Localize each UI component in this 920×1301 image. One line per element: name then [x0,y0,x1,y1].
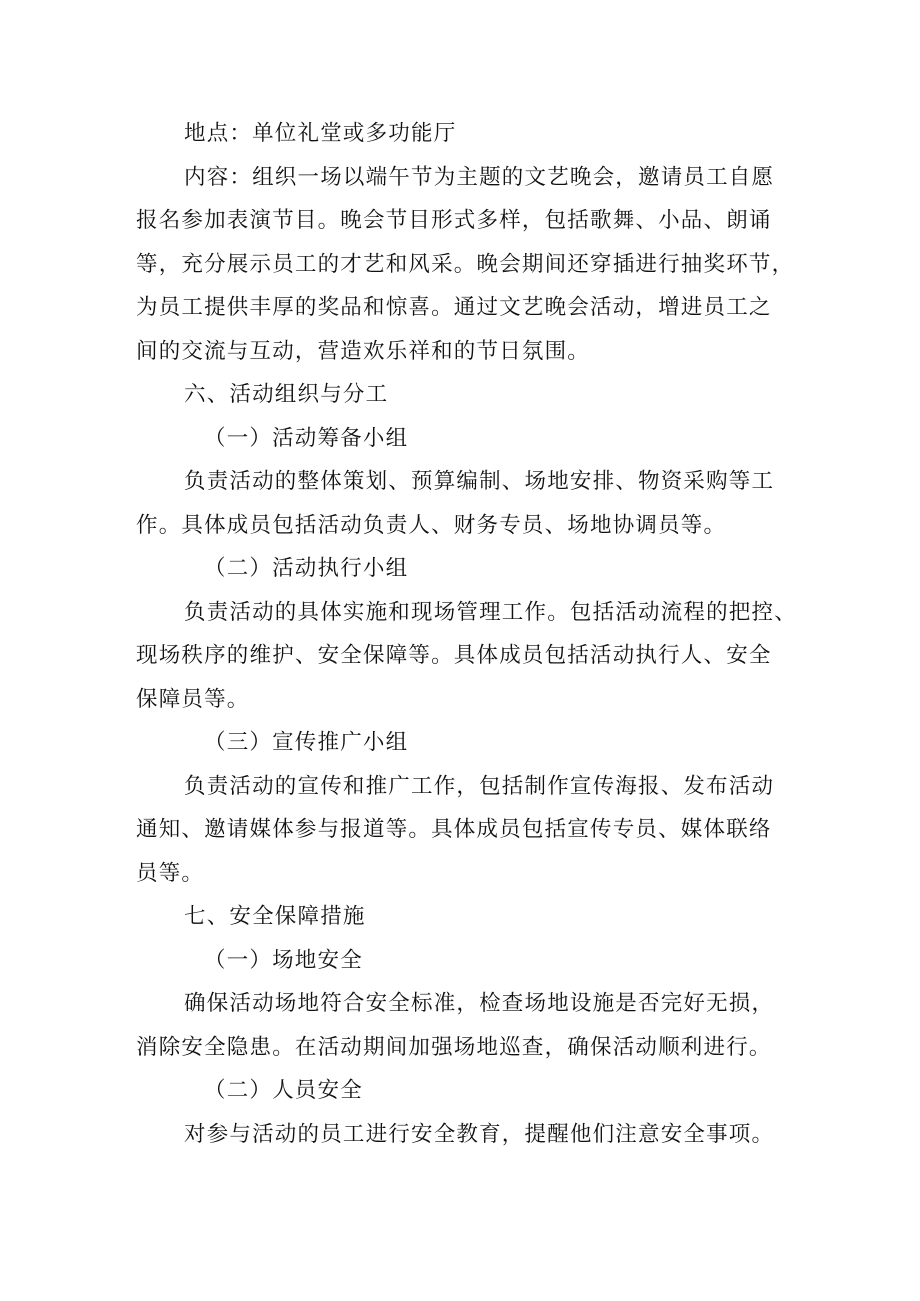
subsection-heading: （一）活动筹备小组 [204,425,409,451]
text-line: 负责活动的整体策划、预算编制、场地安排、物资采购等工 [184,469,775,494]
paragraph-location: 地点：单位礼堂或多功能厅 [184,121,457,146]
paragraph-venue-safety [136,982,786,1069]
document-body [136,112,797,1156]
text-line: 作。具体成员包括活动负责人、财务专员、场地协调员等。 [136,512,727,538]
text-line: 为员工提供丰厚的奖品和惊喜。通过文艺晚会活动，增进员工之 [136,295,772,320]
text-line: 间的交流与互动，营造欢乐祥和的节日氛围。 [136,338,591,364]
paragraph-personnel-safety [136,1113,786,1157]
subsection-heading: （三）宣传推广小组 [204,730,409,755]
text-line: 通知、邀请媒体参与报道等。具体成员包括宣传专员、媒体联络 [136,817,772,842]
section-heading-6: 六、活动组织与分工 [184,382,389,407]
text-line: 负责活动的宣传和推广工作，包括制作宣传海报、发布活动 [184,773,775,799]
section-heading-7: 七、安全保障措施 [184,904,366,929]
paragraph-prep-group [136,460,786,547]
text-line: 内容：组织一场以端午节为主题的文艺晚会，邀请员工自愿 [184,164,775,190]
subsection-heading: （二）人员安全 [204,1078,363,1103]
paragraph-promo-group [136,765,786,896]
paragraph-content [136,156,795,374]
text-line: 负责活动的具体实施和现场管理工作。包括活动流程的把控、 [184,599,797,625]
text-line: 现场秩序的维护、安全保障等。具体成员包括活动执行人、安全 [136,643,772,668]
text-line: 对参与活动的员工进行安全教育，提醒他们注意安全事项。 [184,1121,775,1147]
text-line: 确保活动场地符合安全标准，检查场地设施是否完好无损， [184,991,775,1016]
subsection-heading: （二）活动执行小组 [204,556,409,581]
text-line: 消除安全隐患。在活动期间加强场地巡查，确保活动顺利进行。 [136,1034,772,1060]
text-line: 报名参加表演节目。晚会节目形式多样，包括歌舞、小品、朗诵 [136,208,772,233]
text-line: 保障员等。 [136,686,250,712]
text-line: 等，充分展示员工的才艺和风采。晚会期间还穿插进行抽奖环节， [136,251,795,277]
paragraph-exec-group [136,591,797,722]
subsection-heading: （一）场地安全 [204,947,363,973]
text-line: 员等。 [136,860,205,886]
